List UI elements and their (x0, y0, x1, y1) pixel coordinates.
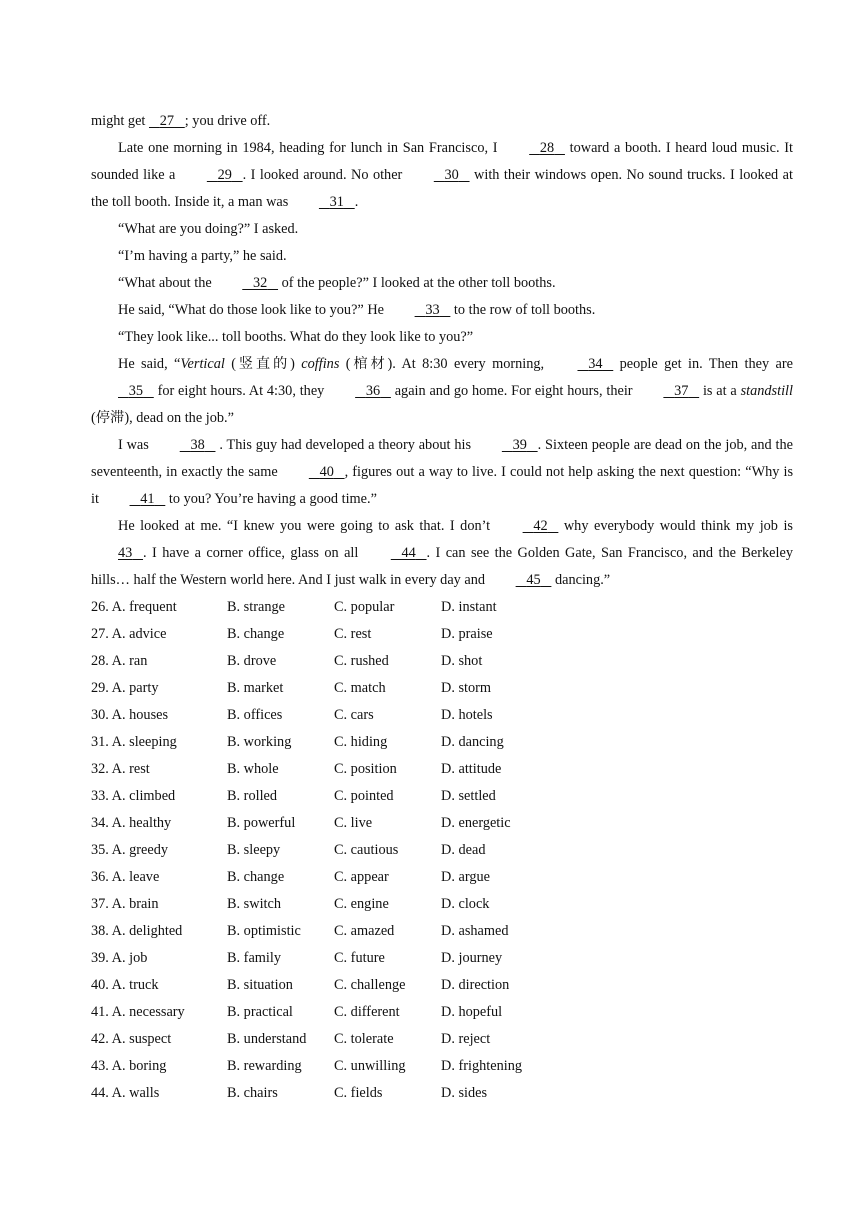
option-c: C. pointed (334, 788, 394, 804)
passage-text: “What are you doing?” I asked. (118, 221, 299, 237)
option-d: D. direction (441, 977, 510, 993)
option-c: C. hiding (334, 734, 388, 750)
option-d: D. journey (441, 950, 503, 966)
passage-text: “They look like... toll booths. What do they look like to you?” (118, 329, 474, 345)
option-row (91, 837, 793, 864)
passage-text: . This guy had developed a theory about his (215, 437, 475, 453)
option-c: C. tolerate (334, 1031, 394, 1047)
passage-text: I was (118, 437, 153, 453)
option-a: 27. A. advice (91, 626, 167, 642)
option-row (91, 621, 793, 648)
option-c: C. fields (334, 1085, 383, 1101)
blank-30 (407, 162, 470, 189)
passage-text: (棺材). At 8:30 every morning, (339, 356, 551, 372)
option-b: B. sleepy (227, 842, 281, 858)
option-row (91, 1026, 793, 1053)
option-d: D. praise (441, 626, 493, 642)
option-b: B. change (227, 869, 285, 885)
blank-number: 28 (539, 140, 555, 156)
blank-32 (215, 270, 278, 297)
passage-text: He looked at me. “I knew you were going to ask that. I don’t (118, 518, 496, 534)
option-b: B. powerful (227, 815, 296, 831)
blank-number: 43 (118, 545, 133, 561)
option-row (91, 972, 793, 999)
passage-paragraph (91, 243, 793, 270)
option-a: 42. A. suspect (91, 1031, 172, 1047)
document-page (91, 108, 793, 1107)
option-b: B. rolled (227, 788, 278, 804)
option-a: 37. A. brain (91, 896, 159, 912)
blank-38 (153, 432, 216, 459)
option-a: 26. A. frequent (91, 599, 177, 615)
blank-31 (292, 189, 355, 216)
option-c: C. rest (334, 626, 372, 642)
option-row (91, 945, 793, 972)
blank-number: 35 (128, 383, 144, 399)
option-row (91, 675, 793, 702)
blank-number: 31 (329, 194, 344, 210)
blank-number: 42 (533, 518, 548, 534)
blank-number: 29 (217, 167, 232, 183)
blank-number: 39 (512, 437, 527, 453)
option-b: B. family (227, 950, 282, 966)
option-row (91, 594, 793, 621)
option-b: B. working (227, 734, 292, 750)
passage-paragraph (91, 135, 793, 216)
italic-term: coffins (301, 356, 340, 372)
passage-text: He said, “What do those look like to you?” He (118, 302, 388, 318)
blank-number: 32 (253, 275, 268, 291)
blank-number: 33 (425, 302, 440, 318)
option-a: 41. A. necessary (91, 1004, 185, 1020)
passage-paragraph (91, 432, 793, 513)
option-c: C. live (334, 815, 373, 831)
passage-text: . I can see the Golden Gate, San Francisco, and the Berkeley hills… half the Western world here. And I just walk in every day and (91, 545, 793, 588)
option-b: B. drove (227, 653, 277, 669)
option-b: B. optimistic (227, 923, 301, 939)
passage-text: of the people?” I looked at the other toll booths. (278, 275, 556, 291)
passage-paragraph (91, 513, 793, 594)
option-d: D. ashamed (441, 923, 509, 939)
passage-text: dancing.” (551, 572, 611, 588)
option-d: D. storm (441, 680, 492, 696)
option-c: C. appear (334, 869, 389, 885)
option-row (91, 783, 793, 810)
passage-paragraph (91, 108, 793, 135)
option-row (91, 999, 793, 1026)
passage-text: Late one morning in 1984, heading for lunch in San Francisco, I (118, 140, 503, 156)
blank-39 (475, 432, 538, 459)
blank-number: 34 (588, 356, 603, 372)
blank-29 (180, 162, 243, 189)
blank-43 (91, 540, 143, 567)
blank-35 (91, 378, 154, 405)
option-row (91, 810, 793, 837)
blank-45 (489, 567, 552, 594)
passage-text: . I have a corner office, glass on all (143, 545, 364, 561)
option-d: D. hotels (441, 707, 493, 723)
option-row (91, 648, 793, 675)
option-d: D. reject (441, 1031, 491, 1047)
option-b: B. market (227, 680, 284, 696)
passage-paragraph (91, 351, 793, 432)
option-c: C. rushed (334, 653, 389, 669)
option-d: D. frightening (441, 1058, 522, 1074)
passage-text: to you? You’re having a good time.” (165, 491, 377, 507)
option-d: D. dancing (441, 734, 504, 750)
option-row (91, 729, 793, 756)
option-a: 43. A. boring (91, 1058, 167, 1074)
option-b: B. change (227, 626, 285, 642)
option-c: C. popular (334, 599, 395, 615)
option-row (91, 702, 793, 729)
blank-34 (550, 351, 613, 378)
option-row (91, 864, 793, 891)
option-a: 34. A. healthy (91, 815, 172, 831)
passage-paragraph (91, 297, 793, 324)
passage-text: why everybody would think my job is (558, 518, 793, 534)
option-a: 40. A. truck (91, 977, 159, 993)
blank-44 (364, 540, 427, 567)
passage-text: to the row of toll booths. (450, 302, 596, 318)
blank-36 (328, 378, 391, 405)
answer-options (91, 594, 793, 1107)
passage-text: again and go home. For eight hours, their (390, 383, 637, 399)
blank-number: 45 (526, 572, 541, 588)
option-c: C. engine (334, 896, 389, 912)
blank-number: 30 (444, 167, 459, 183)
blank-27 (149, 108, 185, 135)
cloze-passage (91, 108, 793, 594)
option-b: B. switch (227, 896, 282, 912)
option-a: 32. A. rest (91, 761, 150, 777)
option-b: B. chairs (227, 1085, 278, 1101)
option-d: D. dead (441, 842, 486, 858)
blank-number: 44 (401, 545, 416, 561)
passage-text: might get (91, 113, 149, 129)
passage-paragraph (91, 324, 793, 351)
passage-text: is at a (699, 383, 741, 399)
passage-text: (停滞), dead on the job.” (91, 410, 234, 426)
option-d: D. energetic (441, 815, 511, 831)
option-a: 30. A. houses (91, 707, 169, 723)
passage-text: for eight hours. At 4:30, they (153, 383, 329, 399)
option-row (91, 1080, 793, 1107)
option-b: B. strange (227, 599, 285, 615)
blank-number: 27 (159, 113, 175, 129)
option-d: D. hopeful (441, 1004, 503, 1020)
option-d: D. shot (441, 653, 483, 669)
passage-text: . Sixteen people are dead on the job, and the seventeenth, in exactly the same (91, 437, 793, 480)
option-a: 33. A. climbed (91, 788, 176, 804)
passage-text: (竖直的) (224, 356, 302, 372)
option-a: 28. A. ran (91, 653, 148, 669)
option-a: 35. A. greedy (91, 842, 169, 858)
option-c: C. unwilling (334, 1058, 406, 1074)
blank-number: 38 (190, 437, 205, 453)
passage-text: . (354, 194, 359, 210)
option-d: D. attitude (441, 761, 502, 777)
passage-text: “What about the (118, 275, 216, 291)
option-a: 36. A. leave (91, 869, 160, 885)
option-b: B. practical (227, 1004, 293, 1020)
option-b: B. rewarding (227, 1058, 302, 1074)
italic-term: Vertical (180, 356, 225, 372)
passage-text: toward a booth. I heard loud music. It sounded like a (91, 140, 793, 183)
option-c: C. future (334, 950, 385, 966)
option-b: B. understand (227, 1031, 307, 1047)
blank-number: 40 (319, 464, 334, 480)
passage-text: ; you drive off. (184, 113, 271, 129)
option-a: 29. A. party (91, 680, 159, 696)
option-c: C. challenge (334, 977, 406, 993)
option-c: C. amazed (334, 923, 395, 939)
passage-text: , figures out a way to live. I could not help asking the next question: “Why is it (91, 464, 794, 507)
option-c: C. different (334, 1004, 400, 1020)
passage-text: “I’m having a party,” he said. (118, 248, 287, 264)
blank-number: 36 (365, 383, 381, 399)
option-a: 31. A. sleeping (91, 734, 177, 750)
option-c: C. match (334, 680, 386, 696)
option-c: C. cautious (334, 842, 399, 858)
option-b: B. offices (227, 707, 283, 723)
option-a: 44. A. walls (91, 1085, 160, 1101)
option-d: D. clock (441, 896, 490, 912)
blank-28 (502, 135, 565, 162)
italic-term: standstill (740, 383, 793, 399)
blank-33 (388, 297, 451, 324)
option-row (91, 756, 793, 783)
passage-paragraph (91, 216, 793, 243)
option-c: C. cars (334, 707, 374, 723)
option-d: D. settled (441, 788, 496, 804)
option-a: 38. A. delighted (91, 923, 183, 939)
option-b: B. situation (227, 977, 293, 993)
option-a: 39. A. job (91, 950, 148, 966)
option-c: C. position (334, 761, 397, 777)
option-row (91, 1053, 793, 1080)
blank-37 (636, 378, 699, 405)
passage-paragraph (91, 270, 793, 297)
option-row (91, 918, 793, 945)
blank-number: 41 (140, 491, 155, 507)
blank-40 (282, 459, 345, 486)
option-b: B. whole (227, 761, 279, 777)
passage-text: with their windows open. No sound trucks. I looked at the toll booth. Inside it, a man was (91, 167, 793, 210)
blank-41 (103, 486, 166, 513)
passage-text: He said, “ (118, 356, 181, 372)
option-d: D. argue (441, 869, 490, 885)
passage-text: . I looked around. No other (242, 167, 407, 183)
option-d: D. sides (441, 1085, 488, 1101)
blank-42 (496, 513, 559, 540)
passage-text: people get in. Then they are (613, 356, 793, 372)
blank-number: 37 (674, 383, 689, 399)
option-row (91, 891, 793, 918)
option-d: D. instant (441, 599, 497, 615)
